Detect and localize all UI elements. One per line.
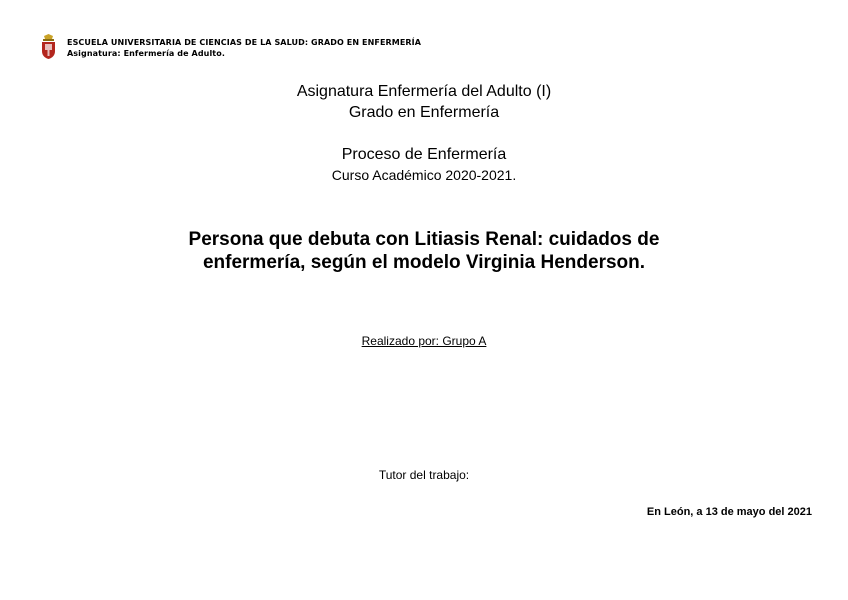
process-name: Proceso de Enfermería [341, 146, 507, 163]
academic-year: Curso Académico 2020-2021. [331, 167, 517, 183]
work-title-line-1: Persona que debuta con Litiasis Renal: cuidados de [188, 229, 660, 250]
work-title-line-2: enfermería, según el modelo Virginia Henderson. [202, 252, 646, 273]
place-date: En León, a 13 de mayo del 2021 [646, 506, 812, 518]
university-crest-icon [40, 34, 57, 60]
degree-name: Grado en Enfermería [348, 104, 500, 121]
author-line: Realizado por: Grupo A [361, 334, 487, 348]
tutor-line: Tutor del trabajo: [378, 468, 470, 482]
subject-line: Asignatura: Enfermería de Adulto. [67, 49, 225, 58]
document-header [40, 34, 421, 60]
school-name: ESCUELA UNIVERSITARIA DE CIENCIAS DE LA SALUD: GRADO EN ENFERMERÍA [67, 38, 422, 47]
header-text [67, 34, 421, 59]
course-name: Asignatura Enfermería del Adulto (I) [296, 83, 552, 100]
work-title [0, 228, 848, 274]
